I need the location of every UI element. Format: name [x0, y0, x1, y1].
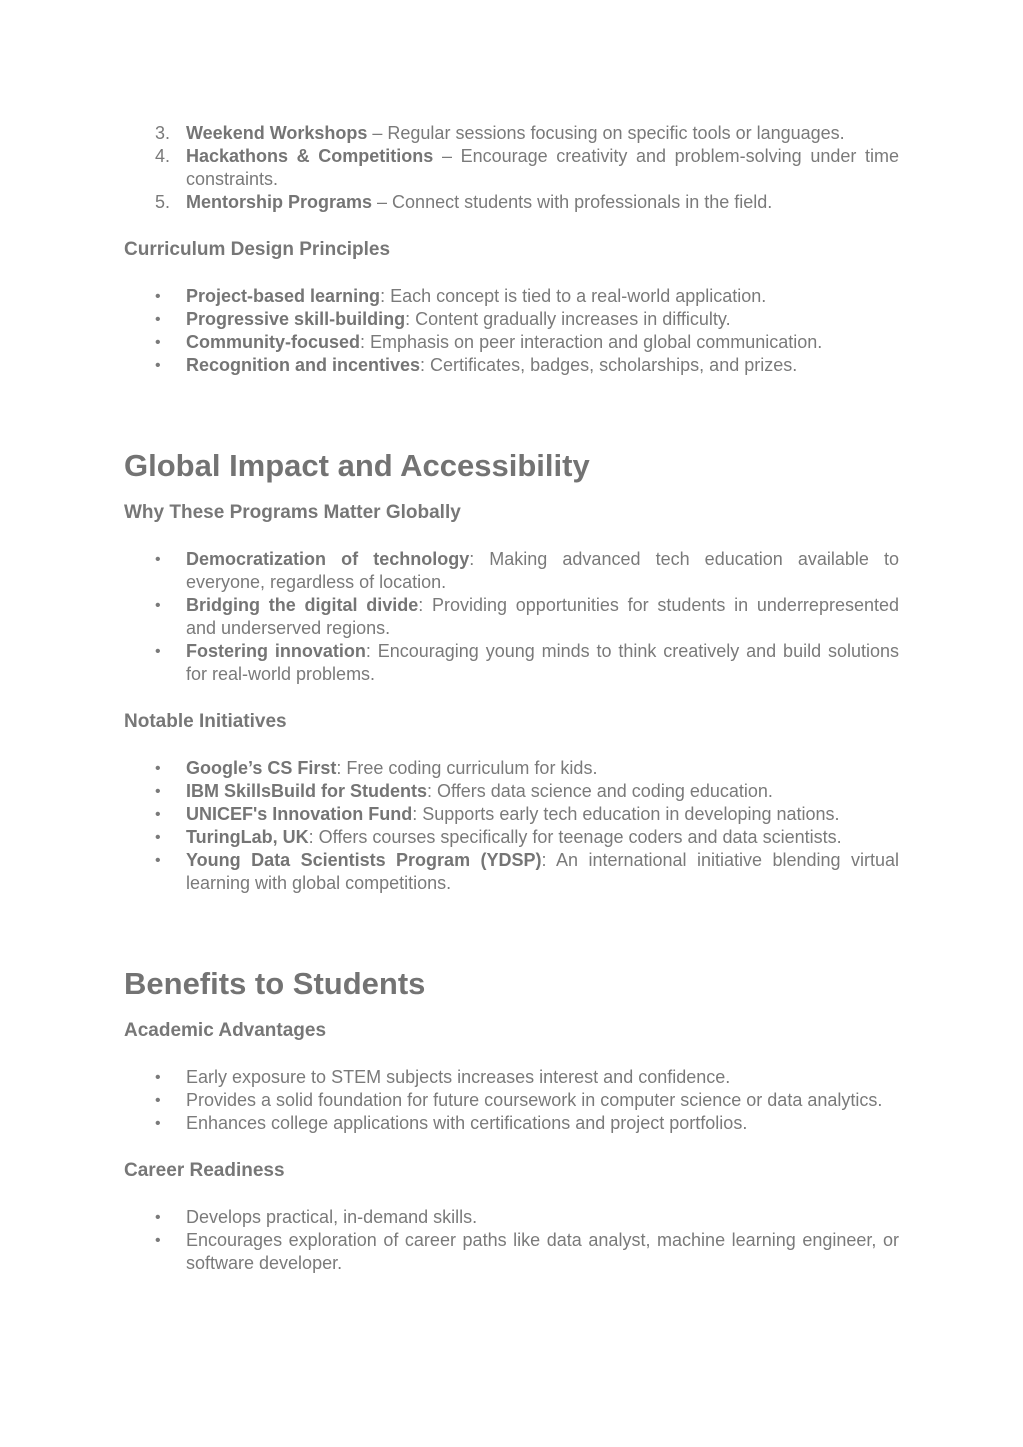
list-item — [124, 1206, 899, 1229]
item-text: : Offers courses specifically for teenage coders and data scientists. — [308, 827, 842, 847]
item-term: Progressive skill-building — [186, 309, 406, 329]
bullet-icon: • — [155, 1232, 161, 1249]
list-item — [124, 354, 899, 377]
bullet-icon: • — [155, 334, 161, 351]
list-item — [124, 145, 899, 191]
bullet-list-curriculum — [124, 285, 899, 377]
bullet-icon: • — [155, 597, 161, 614]
bullet-icon: • — [155, 551, 161, 568]
list-item — [124, 191, 899, 214]
bullet-icon: • — [155, 288, 161, 305]
list-item — [124, 308, 899, 331]
item-text: : Offers data science and coding education. — [427, 781, 773, 801]
bullet-icon: • — [155, 783, 161, 800]
bullet-list-career — [124, 1206, 899, 1275]
item-term: Hackathons & Competitions — [186, 146, 434, 166]
item-term: IBM SkillsBuild for Students — [186, 781, 428, 801]
item-term: UNICEF's Innovation Fund — [186, 804, 413, 824]
subheading-why: Why These Programs Matter Globally — [124, 502, 461, 523]
item-text: : Providing opportunities for students in underrepresented and underserved regions. — [186, 595, 899, 638]
bullet-icon: • — [155, 357, 161, 374]
item-text: – Regular sessions focusing on specific tools or languages. — [367, 123, 845, 143]
item-text: : Encouraging young minds to think creatively and build solutions for real-world problems. — [186, 641, 899, 684]
bullet-list-notable — [124, 757, 899, 895]
item-text: : Emphasis on peer interaction and global communication. — [360, 332, 823, 352]
bullet-icon: • — [155, 311, 161, 328]
subheading-notable: Notable Initiatives — [124, 711, 287, 732]
bullet-icon: • — [155, 760, 161, 777]
item-text: : Each concept is tied to a real-world application. — [380, 286, 767, 306]
bullet-icon: • — [155, 806, 161, 823]
list-item — [124, 331, 899, 354]
bullet-list-why — [124, 548, 899, 686]
item-text: : An international initiative blending virtual learning with global competitions. — [186, 850, 899, 893]
item-term: Google’s CS First — [186, 758, 337, 778]
heading-benefits: Benefits to Students — [124, 966, 426, 1001]
item-text: : Content gradually increases in difficulty. — [405, 309, 731, 329]
bullet-list-academic — [124, 1066, 899, 1135]
item-term: Mentorship Programs — [186, 192, 373, 212]
item-text: – Connect students with professionals in the field. — [372, 192, 773, 212]
item-text: : Making advanced tech education available to everyone, regardless of location. — [186, 549, 899, 592]
list-item — [124, 548, 899, 594]
item-text: Encourages exploration of career paths like data analyst, machine learning engineer, or software developer. — [186, 1230, 899, 1273]
bullet-icon: • — [155, 1209, 161, 1226]
list-item — [124, 285, 899, 308]
bullet-icon: • — [155, 1069, 161, 1086]
list-item — [124, 826, 899, 849]
item-text: : Free coding curriculum for kids. — [336, 758, 598, 778]
list-item — [124, 780, 899, 803]
document-page — [124, 122, 899, 1275]
list-item — [124, 122, 899, 145]
list-item — [124, 803, 899, 826]
list-item — [124, 1066, 899, 1089]
item-term: Democratization of technology — [186, 549, 470, 569]
item-term: Project-based learning — [186, 286, 381, 306]
bullet-icon: • — [155, 1092, 161, 1109]
bullet-icon: • — [155, 852, 161, 869]
list-number: 3. — [155, 123, 171, 143]
item-term: Recognition and incentives — [186, 355, 421, 375]
list-number: 4. — [155, 146, 171, 166]
item-text: Provides a solid foundation for future coursework in computer science or data analytics. — [186, 1090, 883, 1110]
item-term: Fostering innovation — [186, 641, 366, 661]
list-item — [124, 1112, 899, 1135]
item-text: : Certificates, badges, scholarships, and prizes. — [420, 355, 798, 375]
numbered-list — [124, 122, 899, 214]
item-term: Weekend Workshops — [186, 123, 368, 143]
bullet-icon: • — [155, 643, 161, 660]
heading-global-impact: Global Impact and Accessibility — [124, 448, 590, 483]
list-item — [124, 1089, 899, 1112]
item-term: Young Data Scientists Program (YDSP) — [186, 850, 542, 870]
subheading-academic: Academic Advantages — [124, 1020, 327, 1041]
list-item — [124, 849, 899, 895]
item-text: Enhances college applications with certifications and project portfolios. — [186, 1113, 748, 1133]
list-item — [124, 640, 899, 686]
item-text: : Supports early tech education in developing nations. — [412, 804, 840, 824]
bullet-icon: • — [155, 829, 161, 846]
list-number: 5. — [155, 192, 171, 212]
item-term: TuringLab, UK — [186, 827, 309, 847]
item-term: Community-focused — [186, 332, 361, 352]
bullet-icon: • — [155, 1115, 161, 1132]
item-text: Early exposure to STEM subjects increases interest and confidence. — [186, 1067, 731, 1087]
list-item — [124, 594, 899, 640]
item-text: Develops practical, in-demand skills. — [186, 1207, 478, 1227]
list-item — [124, 757, 899, 780]
subheading-curriculum: Curriculum Design Principles — [124, 239, 391, 260]
list-item — [124, 1229, 899, 1275]
item-text: – Encourage creativity and problem-solving under time constraints. — [186, 146, 899, 189]
item-term: Bridging the digital divide — [186, 595, 419, 615]
subheading-career: Career Readiness — [124, 1160, 285, 1181]
